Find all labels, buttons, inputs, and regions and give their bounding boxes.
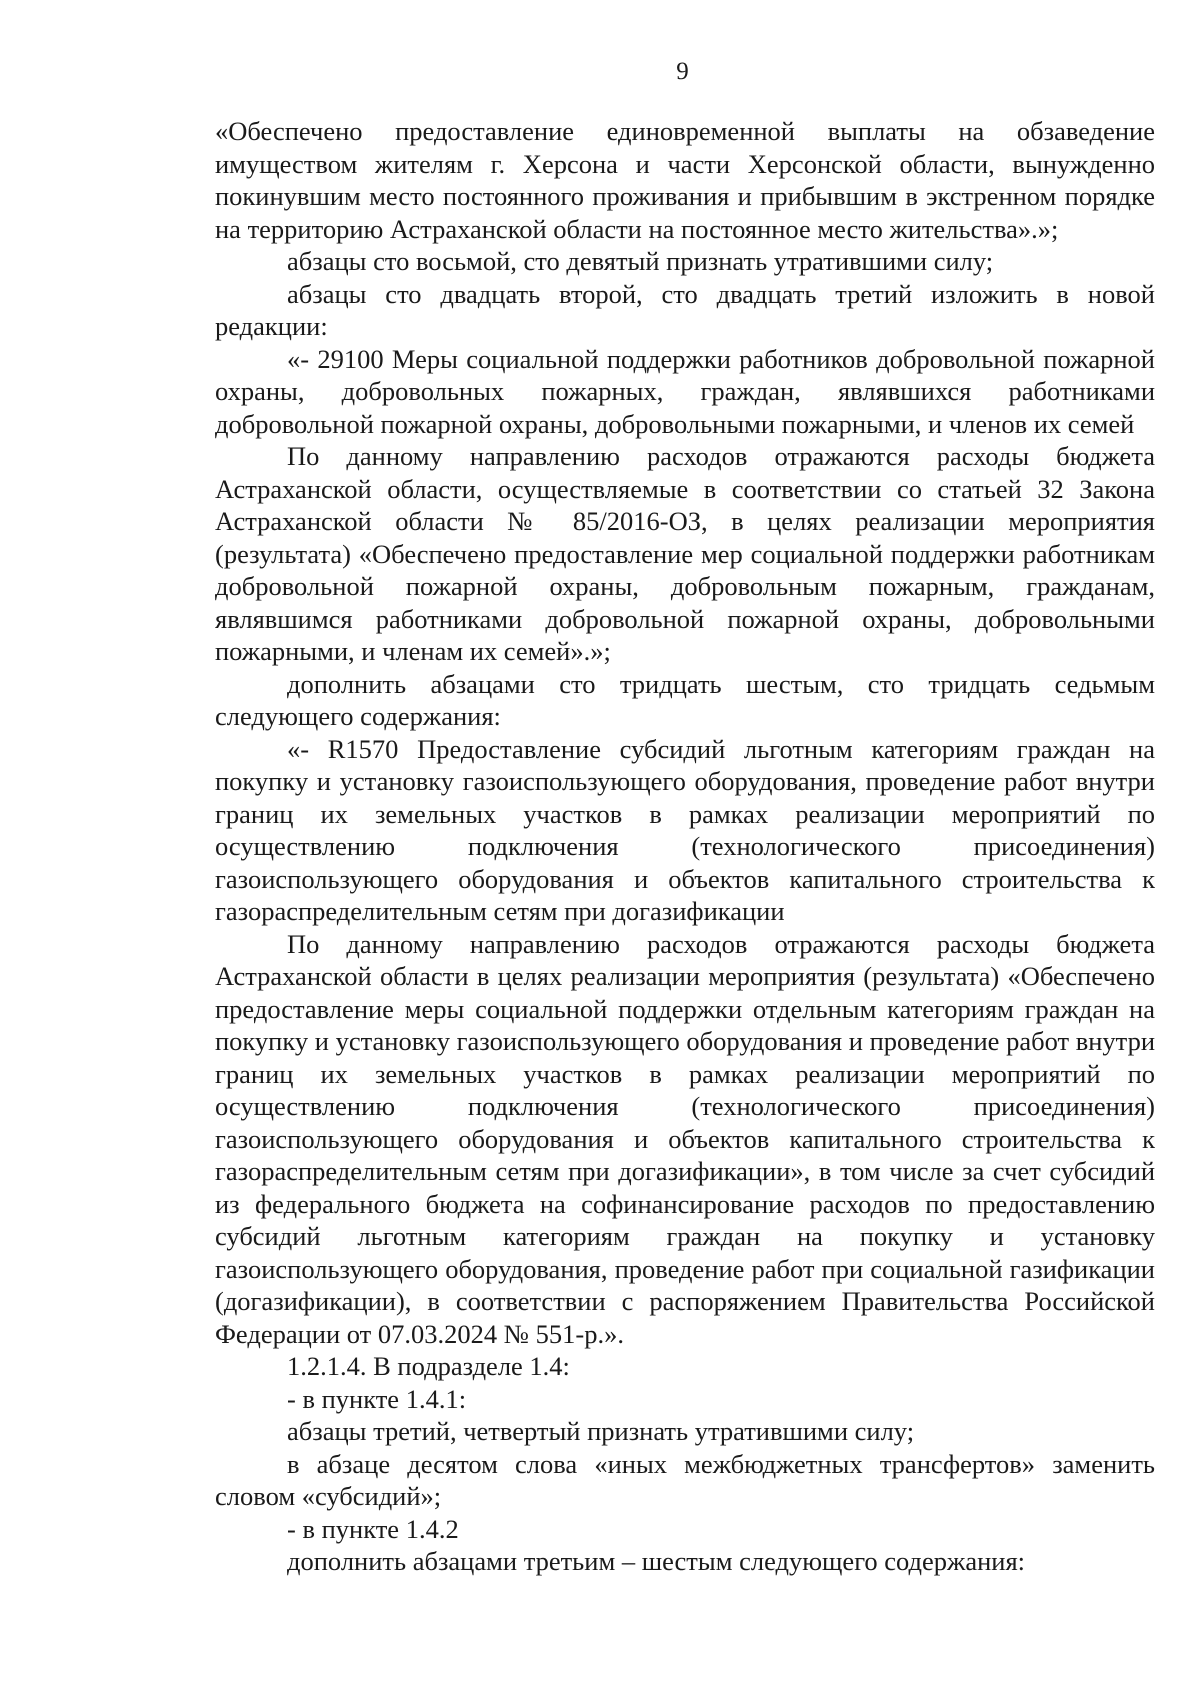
paragraph: «- 29100 Меры социальной поддержки работников добровольной пожарной охраны, добровольных пожарных, граждан, являвшихся работниками добровольной пожарной охраны, добровольными пожарными, и членов их семей [215,343,1155,439]
paragraph: абзацы сто двадцать второй, сто двадцать третий изложить в новой редакции: [215,278,1155,341]
paragraph: «Обеспечено предоставление единовременной выплаты на обзаведение имуществом жителям г. Херсона и части Херсонской области, вынужденно покинувшим место постоянного проживания и прибывшим в экстренном порядке на территорию Астраханской области на постоянное место жительства».»; [215,116,1155,244]
paragraph: дополнить абзацами третьим – шестым следующего содержания: [287,1546,1026,1576]
paragraph: дополнить абзацами сто тридцать шестым, сто тридцать седьмым следующего содержания: [215,668,1155,731]
paragraph: По данному направлению расходов отражаются расходы бюджета Астраханской области, осуществляемые в соответствии со статьей 32 Закона Астраханской области № 85/2016-ОЗ, в целях реализации мероприятия (результата) «Обеспечено предоставление мер социальной поддержки работникам добровольной пожарной охраны, добровольным пожарным, гражданам, являвшимся работниками добровольной пожарной охраны, добровольными пожарными, и членам их семей».»; [215,441,1155,666]
paragraph: в абзаце десятом слова «иных межбюджетных трансфертов» заменить словом «субсидий»; [215,1448,1155,1511]
paragraph: - в пункте 1.4.1: [287,1383,467,1414]
paragraph: «- R1570 Предоставление субсидий льготным категориям граждан на покупку и установку газоиспользующего оборудования, проведение работ внутри границ их земельных участков в рамках реализации мероприятий по осуществлению подключения (технологического присоединения) газоиспользующего оборудования и объектов капитального строительства к газораспределительным сетям при догазификации [215,733,1155,926]
paragraph: 1.2.1.4. В подразделе 1.4: [287,1351,570,1381]
page-number: 9 [676,58,689,85]
paragraph: абзацы сто восьмой, сто девятый признать утратившими силу; [287,246,994,276]
document-body [215,115,1155,1578]
paragraph: По данному направлению расходов отражаются расходы бюджета Астраханской области в целях реализации мероприятия (результата) «Обеспечено предоставление меры социальной поддержки отдельным категориям граждан на покупку и установку газоиспользующего оборудования и проведение работ внутри границ их земельных участков в рамках реализации мероприятий по осуществлению подключения (технологического присоединения) газоиспользующего оборудования и объектов капитального строительства к газораспределительным сетям при догазификации», в том числе за счет субсидий из федерального бюджета на софинансирование расходов по предоставлению субсидий льготным категориям граждан на покупку и установку газоиспользующего оборудования, проведение работ при социальной газификации (догазификации), в соответствии с распоряжением Правительства Российской Федерации от 07.03.2024 № 551-р.». [215,928,1155,1349]
paragraph: - в пункте 1.4.2 [287,1513,459,1544]
paragraph: абзацы третий, четвертый признать утратившими силу; [287,1416,915,1446]
